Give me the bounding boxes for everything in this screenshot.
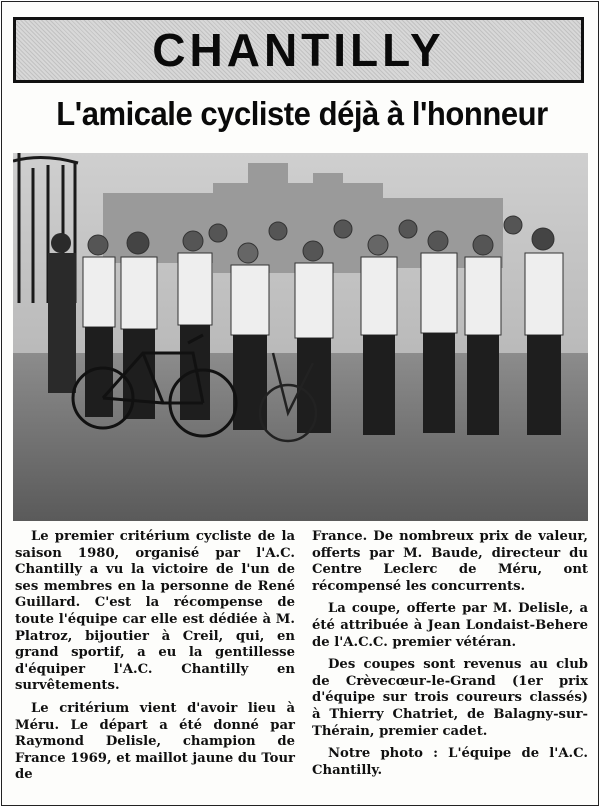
masthead-title: CHANTILLY (152, 24, 445, 76)
team-photo (13, 153, 588, 521)
article-paragraph: Le critérium vient d'avoir lieu à Méru. Le départ a été donné par Raymond Delisle, champion de France 1969, et maillot jaune du Tour de (15, 700, 295, 783)
masthead-banner (13, 17, 584, 83)
article-paragraph: France. De nombreux prix de valeur, offerts par M. Baude, directeur du Centre Leclerc de Méru, ont récompensé les concurrents. (312, 529, 588, 594)
photo-caption: Notre photo : L'équipe de l'A.C. Chantilly. (312, 746, 588, 778)
team-photo-illustration (13, 153, 588, 521)
article-paragraph: Le premier critérium cycliste de la saison 1980, organisé par l'A.C. Chantilly a vu la victoire de l'un de ses membres en la personne de René Guillard. C'est la récompense de toute l'équipe car elle est dédiée à M. Platroz, bijoutier à Creil, qui, en grand sportif, a eu la gentillesse d'équiper l'A.C. Chantilly en survêtements. (15, 529, 295, 694)
headline: L'amicale cycliste déjà à l'honneur (56, 95, 548, 132)
article-column-2 (312, 529, 588, 785)
article-paragraph: Des coupes sont revenus au club de Crèvecœur-le-Grand (1er prix d'équipe sur trois coureurs classés) à Thierry Chatriet, de Balagny-sur-Thérain, premier cadet. (312, 657, 588, 739)
article-paragraph: La coupe, offerte par M. Delisle, a été attribuée à Jean Londaist-Behere de l'A.C.C. premier vétéran. (312, 601, 588, 650)
article-column-1 (15, 529, 295, 790)
